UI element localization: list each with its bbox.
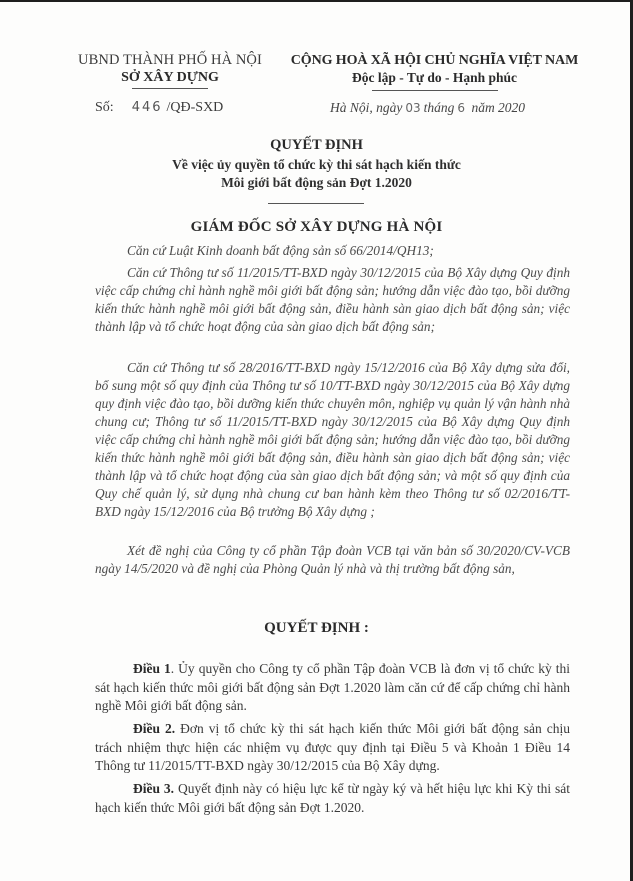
- document-number-value: 446: [131, 100, 163, 115]
- preamble-circular-11: Căn cứ Thông tư số 11/2015/TT-BXD ngày 30/12/2015 của Bộ Xây dựng Quy định việc cấp chứng chỉ hành nghề môi giới bất động sản; hướng dẫn việc đào tạo, bồi dưỡng kiến thức hành nghề môi giới bất động sản, điều hành sàn giao dịch bất động sản; việc thành lập và tổ chức hoạt động của sàn giao dịch bất động sản;: [95, 265, 570, 334]
- article-1-label: Điều 1: [133, 661, 171, 676]
- preamble-proposal: Xét đề nghị của Công ty cổ phần Tập đoàn VCB tại văn bản số 30/2020/CV-VCB ngày 14/5/2020 và đề nghị của Phòng Quản lý nhà và thị trường bất động sản,: [95, 543, 570, 576]
- article-1: [95, 660, 570, 716]
- article-3: [95, 780, 570, 817]
- article-2-text: Đơn vị tổ chức kỳ thi sát hạch kiến thức Môi giới bất động sản chịu trách nhiệm thực hiện các nhiệm vụ được quy định tại Điều 5 và Khoản 1 Điều 14 Thông tư 11/2015/TT-BXD ngày 30/12/2015 của Bộ Xây dựng.: [95, 721, 570, 773]
- issuing-agency-block: [70, 52, 270, 86]
- national-motto: Độc lập - Tự do - Hạnh phúc: [351, 70, 518, 85]
- date-month-label: tháng: [423, 100, 455, 115]
- decision-title: QUYẾT ĐỊNH: [270, 137, 363, 153]
- agency-underline: [132, 88, 208, 89]
- preamble-circular-28: Căn cứ Thông tư số 28/2016/TT-BXD ngày 15/12/2016 của Bộ Xây dựng sửa đổi, bổ sung một số quy định của Thông tư số 10/TT-BXD ngày 30/12/2015 của Bộ Xây dựng quy định việc đào tạo, bồi dưỡng kiến thức chuyên môn, nghiệp vụ quản lý vận hành nhà chung cư; Thông tư số 11/2015/TT-BXD ngày 30/12/2015 của Bộ Xây dựng Quy định việc cấp chứng chỉ hành nghề môi giới bất động sản; hướng dẫn việc đào tạo, bồi dưỡng kiến thức hành nghề môi giới bất động sản, điều hành sàn giao dịch bất động sản; việc thành lập và tổ chức hoạt động của sàn giao dịch bất động sản; và một số quy định của Quy chế quản lý, sử dụng nhà chung cư ban hành kèm theo Thông tư số 02/2016/TT-BXD ngày 15/12/2016 của Bộ trưởng Bộ Xây dựng ;: [95, 360, 570, 519]
- title-underline: [268, 203, 364, 204]
- date-prefix: Hà Nội, ngày: [330, 100, 403, 115]
- agency-parent: UBND THÀNH PHỐ HÀ NỘI: [78, 52, 262, 68]
- article-2: [95, 720, 570, 776]
- preamble-law: Căn cứ Luật Kinh doanh bất động sản số 66/2014/QH13;: [127, 243, 434, 258]
- article-2-label: Điều 2.: [133, 721, 176, 736]
- article-1-sep: .: [170, 661, 175, 676]
- article-1-text: Ủy quyền cho Công ty cổ phần Tập đoàn VCB là đơn vị tổ chức kỳ thi sát hạch kiến thức môi giới bất động sản Đợt 1.2020 làm căn cứ để cấp chứng chỉ hành nghề Môi giới bất động sản.: [95, 661, 570, 713]
- date-day: 03: [405, 101, 421, 115]
- article-3-label: Điều 3.: [133, 781, 175, 796]
- authority-title: GIÁM ĐỐC SỞ XÂY DỰNG HÀ NỘI: [190, 219, 443, 235]
- document-number-label: Số:: [95, 100, 114, 115]
- document-number: [95, 100, 223, 116]
- date-year: năm 2020: [471, 100, 526, 115]
- date-month: 6: [457, 101, 466, 115]
- decision-subject-line2: Môi giới bất động sản Đợt 1.2020: [221, 175, 412, 190]
- decides-title: QUYẾT ĐỊNH :: [264, 620, 369, 636]
- decision-subject-line1: Về việc ủy quyền tổ chức kỳ thi sát hạch kiến thức: [172, 157, 461, 172]
- agency-name: SỞ XÂY DỰNG: [121, 70, 219, 85]
- article-3-text: Quyết định này có hiệu lực kể từ ngày ký và hết hiệu lực khi Kỳ thi sát hạch kiến thức Môi giới bất động sản Đợt 1.2020.: [95, 781, 571, 815]
- motto-underline: [372, 90, 498, 91]
- country-name: CỘNG HOÀ XÃ HỘI CHỦ NGHĨA VIỆT NAM: [290, 53, 579, 68]
- document-number-suffix: /QĐ-SXD: [166, 100, 224, 115]
- issue-date: [330, 100, 525, 116]
- national-motto-block: [282, 52, 587, 86]
